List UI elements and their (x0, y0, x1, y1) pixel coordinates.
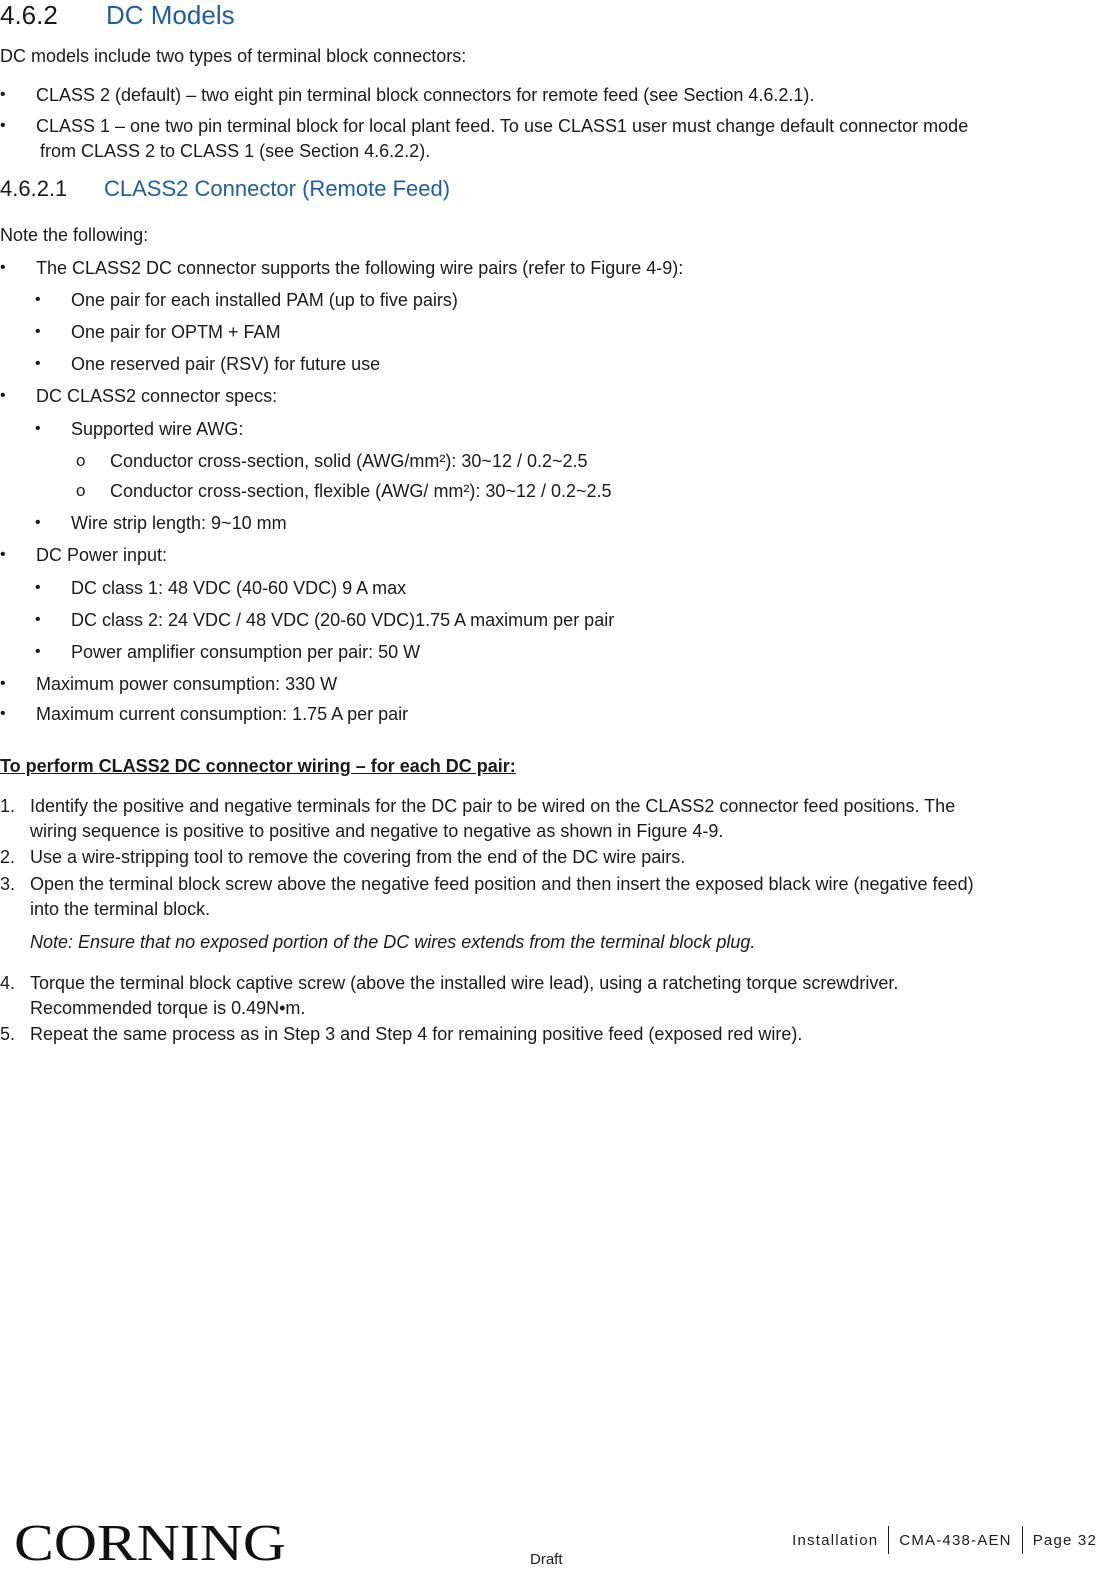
step-number: 3. (0, 874, 16, 894)
section-heading (0, 0, 235, 31)
subsection-title: CLASS2 Connector (Remote Feed) (104, 176, 451, 201)
step-text: Torque the terminal block captive screw (above the installed wire lead), using a ratcheting torque screwdriver. (30, 973, 899, 993)
list-item: • One pair for OPTM + FAM (71, 321, 281, 343)
list-item: o Conductor cross-section, flexible (AWG/ mm²): 30~12 / 0.2~2.5 (110, 480, 612, 502)
procedure-note: Note: Ensure that no exposed portion of the DC wires extends from the terminal block plug. (30, 932, 756, 952)
step-text-continuation: wiring sequence is positive to positive and negative to negative as shown in Figure 4-9. (30, 821, 724, 841)
list-item: • DC CLASS2 connector specs: (36, 385, 277, 407)
procedure-heading: To perform CLASS2 DC connector wiring – for each DC pair: (0, 756, 516, 776)
subsection-heading (0, 176, 450, 202)
list-item: • DC class 2: 24 VDC / 48 VDC (20-60 VDC)1.75 A maximum per pair (71, 609, 614, 631)
footer-meta (782, 1526, 1107, 1554)
footer-chapter: Installation (792, 1531, 879, 1549)
list-item-continuation: from CLASS 2 to CLASS 1 (see Section 4.6.2.2). (40, 141, 431, 161)
list-item: • Supported wire AWG: (71, 418, 243, 440)
list-item: • DC class 1: 48 VDC (40-60 VDC) 9 A max (71, 577, 406, 599)
list-item: • Maximum current consumption: 1.75 A per pair (36, 703, 408, 725)
procedure-step (0, 795, 956, 817)
list-item: • Maximum power consumption: 330 W (36, 673, 337, 695)
step-text: Open the terminal block screw above the negative feed position and then insert the exposed black wire (negative feed) (30, 874, 974, 894)
footer-page-number: Page 32 (1032, 1531, 1097, 1549)
list-item: • CLASS 2 (default) – two eight pin terminal block connectors for remote feed (see Section 4.6.2.1). (36, 84, 814, 106)
list-item: o Conductor cross-section, solid (AWG/mm²): 30~12 / 0.2~2.5 (110, 450, 588, 472)
list-item: • The CLASS2 DC connector supports the following wire pairs (refer to Figure 4-9): (36, 257, 683, 279)
step-number: 4. (0, 973, 16, 993)
subsection-number: 4.6.2.1 (0, 176, 68, 201)
footer-doc-id: CMA-438-AEN (899, 1531, 1012, 1549)
step-text-continuation: into the terminal block. (30, 899, 211, 919)
step-text: Repeat the same process as in Step 3 and Step 4 for remaining positive feed (exposed red wire). (30, 1024, 803, 1044)
procedure-step (0, 1023, 803, 1045)
list-item: • Wire strip length: 9~10 mm (71, 512, 287, 534)
step-text-continuation: Recommended torque is 0.49N•m. (30, 998, 306, 1018)
procedure-step (0, 846, 686, 868)
corning-logo (14, 1515, 288, 1565)
list-item: • CLASS 1 – one two pin terminal block for local plant feed. To use CLASS1 user must change default connector mode (36, 115, 968, 137)
logo-wordmark: CORNING (14, 1515, 286, 1565)
procedure-step (0, 873, 974, 895)
procedure-step (0, 972, 899, 994)
section-title: DC Models (106, 0, 235, 30)
step-number: 5. (0, 1024, 16, 1044)
draft-label: Draft (530, 1551, 563, 1568)
intro-text: DC models include two types of terminal block connectors: (0, 46, 467, 66)
note-following: Note the following: (0, 225, 149, 245)
section-number: 4.6.2 (0, 0, 58, 30)
list-item: • One reserved pair (RSV) for future use (71, 353, 380, 375)
list-item: • One pair for each installed PAM (up to five pairs) (71, 289, 458, 311)
list-item: • DC Power input: (36, 544, 167, 566)
step-text: Use a wire-stripping tool to remove the covering from the end of the DC wire pairs. (30, 847, 686, 867)
step-text: Identify the positive and negative terminals for the DC pair to be wired on the CLASS2 connector feed positions. The (30, 796, 956, 816)
step-number: 1. (0, 796, 16, 816)
step-number: 2. (0, 847, 16, 867)
list-item: • Power amplifier consumption per pair: 50 W (71, 641, 420, 663)
